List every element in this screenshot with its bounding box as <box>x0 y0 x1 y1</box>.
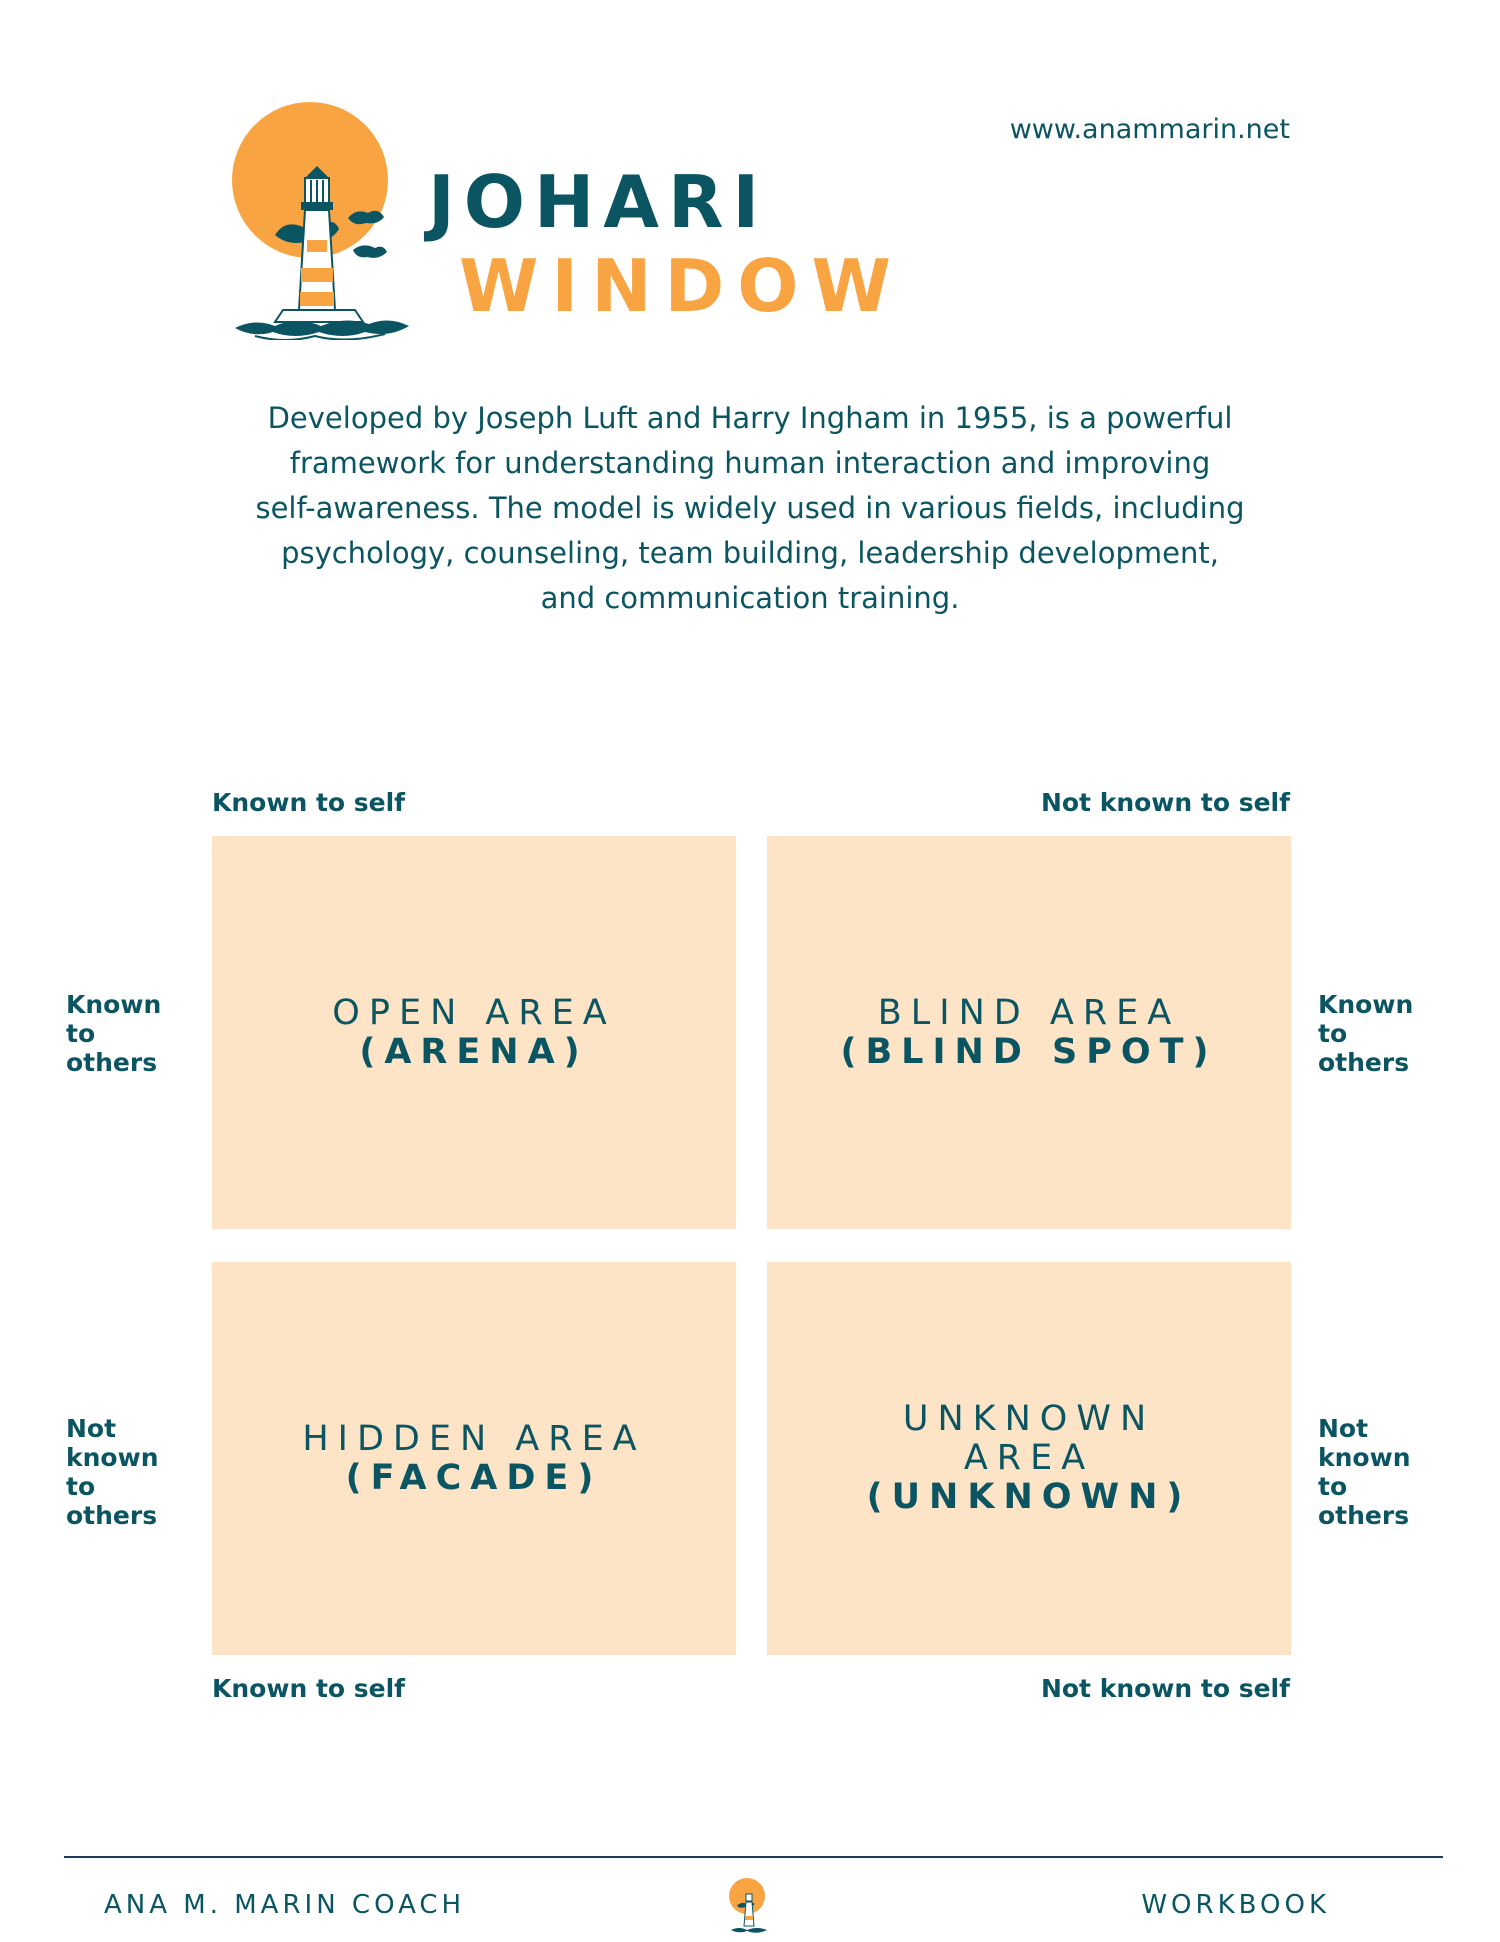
intro-line: framework for understanding human interaction and improving <box>289 446 1211 480</box>
quadrant-blind-area <box>767 836 1291 1229</box>
quadrant-title: AREA <box>963 1438 1095 1478</box>
side-label-word: to <box>66 1472 96 1501</box>
quadrant-subtitle: (BLIND SPOT) <box>840 1031 1218 1072</box>
quadrant-unknown-area <box>767 1262 1291 1655</box>
footer-divider <box>64 1856 1443 1858</box>
quadrant-title: OPEN AREA <box>332 992 616 1033</box>
axis-top-known-to-self: Known to self <box>212 788 406 817</box>
quadrant-title: UNKNOWN <box>902 1399 1156 1439</box>
side-label-known-to-others-right <box>1318 990 1448 1077</box>
intro-line: Developed by Joseph Luft and Harry Ingham in 1955, is a powerful <box>267 401 1233 435</box>
quadrant-open-area <box>212 836 736 1229</box>
intro-line: psychology, counseling, team building, leadership development, <box>281 536 1219 570</box>
quadrant-subtitle: (ARENA) <box>359 1031 589 1072</box>
side-label-word: others <box>66 1048 158 1077</box>
title-johari: JOHARI <box>428 160 769 244</box>
side-label-word: Known <box>66 990 162 1019</box>
lighthouse-sun-logo <box>727 1876 773 1936</box>
side-label-word: others <box>66 1501 158 1530</box>
quadrant-subtitle: (FACADE) <box>345 1457 603 1498</box>
title-window: WINDOW <box>459 244 904 328</box>
footer-author: ANA M. MARIN COACH <box>104 1890 466 1920</box>
side-label-word: to <box>66 1019 96 1048</box>
intro-line: self-awareness. The model is widely used in various fields, including <box>255 491 1245 525</box>
footer-workbook: WORKBOOK <box>1141 1890 1330 1920</box>
quadrant-subtitle: (UNKNOWN) <box>866 1477 1192 1517</box>
side-label-not-known-to-others-left <box>66 1414 196 1530</box>
side-label-word: known <box>66 1443 159 1472</box>
lighthouse-sun-logo <box>225 100 420 340</box>
side-label-word: to <box>1318 1472 1348 1501</box>
side-label-known-to-others-left <box>66 990 196 1077</box>
side-label-word: to <box>1318 1019 1348 1048</box>
side-label-word: Known <box>1318 990 1414 1019</box>
quadrant-title: HIDDEN AREA <box>302 1418 646 1459</box>
side-label-word: others <box>1318 1501 1410 1530</box>
side-label-word: others <box>1318 1048 1410 1077</box>
side-label-word: known <box>1318 1443 1411 1472</box>
intro-paragraph <box>200 396 1300 621</box>
intro-line: and communication training. <box>540 581 960 615</box>
axis-bottom-not-known-to-self: Not known to self <box>1040 1674 1290 1703</box>
side-label-word: Not <box>66 1414 117 1443</box>
side-label-not-known-to-others-right <box>1318 1414 1448 1530</box>
quadrant-title: BLIND AREA <box>877 992 1181 1033</box>
quadrant-hidden-area <box>212 1262 736 1655</box>
website-url[interactable]: www.anammarin.net <box>1009 114 1290 145</box>
axis-bottom-known-to-self: Known to self <box>212 1674 406 1703</box>
axis-top-not-known-to-self: Not known to self <box>1040 788 1290 817</box>
side-label-word: Not <box>1318 1414 1369 1443</box>
